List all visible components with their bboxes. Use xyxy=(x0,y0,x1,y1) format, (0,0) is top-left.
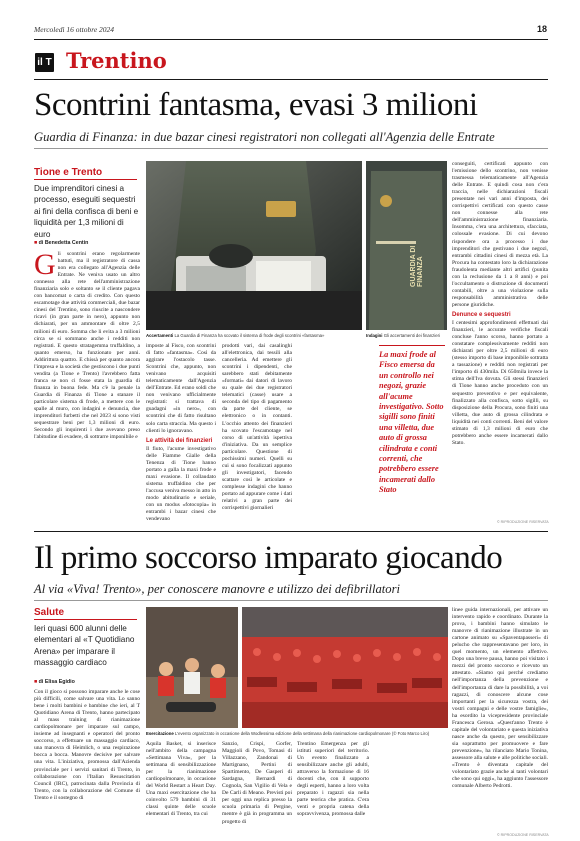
photo-illustration-4 xyxy=(242,607,448,728)
article1-col3-text: prodotti vari, dai casalinghi all'elettronica, dai tessili alla cancelleria. Ad emettere gli scontrini i dipendenti, che sarebbero stati debitamente «formati» dai datori di lavoro su quale dei due registratori telematici (casse) usare a seconda del tipo di pagamento da parte del cliente, se elettronico o in contanti. L'occhio attento dei finanzieri ha scovato l'escamotage nel corso di un'attività ispettiva d'iniziativa. Da un semplice particolare. Questione di pochissimi numeri. Quelli su cui si sono focalizzati appunto gli investigatori, facendo scattare così le articolate e complesse indagini che hanno portato ad appurare come i dati relativi a gran parte dei corrispettivi giornalieri xyxy=(222,343,292,512)
divider xyxy=(34,148,548,149)
article1-kicker: Tione e Trento xyxy=(34,167,103,178)
photo3-caption-label: Esercitazione xyxy=(146,731,174,736)
article1-byline xyxy=(34,240,88,246)
byline-marker: ■ xyxy=(34,240,39,246)
photo1-caption-label: Accertamenti xyxy=(146,333,174,338)
photo-illustration-3 xyxy=(146,607,238,728)
photo-arena-crowd xyxy=(242,607,448,728)
photo2-caption xyxy=(366,333,447,338)
photo-guardia-finanza-register xyxy=(146,161,362,330)
article2-column-4 xyxy=(297,741,369,831)
photo1-caption-text: La Guardia di Finanza ha scovato il sistema di frode degli scontrini «fantasma» xyxy=(174,333,325,338)
newspaper-logo: il T xyxy=(35,53,54,72)
divider-2 xyxy=(34,600,548,601)
article2-subheadline: Al via «Viva! Trento», per conoscere manovre e utilizzo dei defibrillatori xyxy=(34,582,400,596)
article1-subheadline: Guardia di Finanza: in due bazar cinesi registratori non collegati all'Agenzia delle Entrate xyxy=(34,130,495,144)
article2-credit: © RIPRODUZIONE RISERVATA xyxy=(497,833,549,837)
article1-column-3 xyxy=(222,343,292,523)
section-rule xyxy=(34,79,548,80)
article1-col4-text: conseguiti, certificati appunto con l'emissione dello scontrino, non venisse trasmessa telematicamente all'Agenzia delle Entrate. E quindi cosa non c'era traccia, nelle dichiarazioni fiscali presentate nei vari anni d'imposta, dei corrispettivi certificati con questo casse non connesse alla rete dell'amministrazione finanziaria. Insomma, c'era una architettura, sfacciata, colossale evasione. Di cui devono rispondere ora a processo i due imprenditori che gestivano i due negozi, entrambi cittadini cinesi di mezza età. La Procura ha contestato loro la dichiarazione fraudolenta mediante altri artifici (punita con la reclusione da 1 a 8 anni) e poi l'occultamento o distruzione di documenti contabili, oltre a una violazione sulla responsabilità amministrativa delle persone giuridiche. xyxy=(452,161,548,308)
photo-illustration-2 xyxy=(366,161,447,330)
section-title: Trentino xyxy=(66,48,167,73)
article2-column-3 xyxy=(222,741,292,831)
article2-col1-text: Con il gioco si possono imparare anche le cose più difficili, come salvare una vita. Lo sanno bene i molti bambini e bambine che ieri, al T Quotidiano Arena di Trento, hanno partecipato al mass training di rianimazione cardiopolmonare per imparare sul campo, insieme ad insegnanti e operatori del pronto soccorso, a effettuare un massaggio cardiaco, una manovra di Heimlich, o una respirazione bocca a bocca. Manovre decisive per salvare una vita. L'iniziativa, promossa dall'Azienda provinciale per i servizi sanitari di Trento, in collaborazione con l'Italian Resuscitation Council (IRC), patrocinata dalla Provincia di Trento, con la collaborazione del Comune di Trento e il sostegno di xyxy=(34,689,140,801)
article1-col4-heading: Denunce e sequestri xyxy=(452,311,511,318)
article1-lead: Due imprenditori cinesi a processo, eseguiti sequestri ai fini della confisca di beni e liquidità per 1,3 milioni di euro xyxy=(34,184,139,239)
article1-headline: Scontrini fantasma, evasi 3 milioni xyxy=(34,87,478,123)
article1-col1-text: li scontrini erano regolarmente battuti, ma il registratore di cassa non era collegato all'Agenzia delle Entrate. Ne veniva usato un altro connesso alla rete dell'amministrazione finanziaria solo e soltanto se il cliente pagava con bancomat o carta di credito. Con questo escamotage due attività commerciali, due bazar cinesi del Trentino, sono riuscite a nascondere ricavi (in gran parte in nero), appunto non dichiarati, per un ammontare di oltre 2,5 milioni di euro. Somma che li evita a 3 milioni circa se si sommano anche i redditi non registrati. E questo stratagemma truffaldino, a quanto emerso, ha funzionato per anni. Addirittura quattro. E chissà per quanto ancora l'impresa e la società che gestiscono i due punti vendita (a Tione e Trento) l'avrebbero fatta franca se non ci fosse stata la guardia di finanza in buona fede. Ma c'è la penale la Guardia di Finanza di Tione a stanare il particolare sistema di frode, a mettere con le spalle al muro, con indagini e denuncia, due imprenditori furbetti che nel 2023 si sono visti sequestrare beni per 1,3 milioni di euro. Secondo gli inquirenti i due avevano preso l'abitudine di evadere, di sottrarre imponibile e xyxy=(34,251,140,441)
kicker-rule xyxy=(34,179,137,180)
byline-text: di Benedetta Centin xyxy=(38,240,89,246)
article2-byline xyxy=(34,679,75,685)
article1-column-4 xyxy=(297,343,369,523)
article1-col2-heading: Le attività dei finanzieri xyxy=(146,437,213,444)
article1-column-1 xyxy=(34,251,140,528)
photo3-caption xyxy=(146,731,448,736)
byline-text-2: di Elisa Egidio xyxy=(38,679,75,685)
article1-column-2 xyxy=(146,343,216,523)
article2-col3-text: Sanzio, Crispi, Gorfer, Maggioli di Povo, Tomasi di Villazzano, Zandonai di Martignano, Pertini di Spartimento, De Gasperi di Sardagna, Bernardi di Cognola, San Vigilio di Vela e De Carli di Meano. Previsti poi per oggi una replica presso la scuola primaria di Pergine, mentre è già in programma un progetto di xyxy=(222,741,292,825)
dropcap: G xyxy=(34,251,56,281)
kicker-rule-2 xyxy=(34,619,137,620)
article2-column-2 xyxy=(146,741,216,831)
header-rule xyxy=(34,39,548,40)
article2-column-1 xyxy=(34,689,140,831)
article1-col2b-text: Il fiuto, l'acume investigativo delle Fiamme Gialle della Tenenza di Tione hanno portato a galla la maxi frode e maxi evasione. Il collaudato sistema truffaldino che per l'accusa veniva messo in atto in modo abitudinario e seriale, con un modus «fotocopia» in entrambi i bazar cinesi che vendevano xyxy=(146,445,216,523)
page-number: 18 xyxy=(537,24,548,34)
photo-children-training xyxy=(146,607,238,728)
article1-credit: © RIPRODUZIONE RISERVATA xyxy=(497,520,549,524)
article1-column-5 xyxy=(452,161,548,516)
page-date: Mercoledì 16 ottobre 2024 xyxy=(34,25,115,34)
article2-col2-text: Aquila Basket, si inserisce nell'ambito della campagna «Settimana Viva», per la settimana di sensibilizzazione per la rianimazione cardiopolmonare, in occasione del World Restart a Heart Day. Una maxi esercitazione che ha coinvolto 579 bambini di 31 classi quinte delle scuole elementari di Trento, tra cui xyxy=(146,741,216,818)
photo2-caption-text: Gli accertamenti dei finanzieri xyxy=(383,333,441,338)
pullquote-rule xyxy=(379,345,445,346)
article2-lead: Ieri quasi 600 alunni delle elementari al «T Quotidiano Arena» per imparare il massaggio cardiaco xyxy=(34,624,135,668)
article2-headline: Il primo soccorso imparato giocando xyxy=(34,540,503,576)
photo1-caption xyxy=(146,333,362,338)
pullquote: La maxi frode al Fisco emersa da un controllo nei negozi, grazie all'acume investigativo. Sotto sigilli sono finiti una villetta, due auto di grossa cilindrata e conti correnti, che potrebbero essere incamerati dallo Stato xyxy=(379,350,444,495)
photo-illustration xyxy=(146,161,362,330)
photo-finanzieri-uniform xyxy=(366,161,447,330)
article2-col4-text: Trentino Emergenza per gli istituti superiori del territorio. Un evento finalizzato a sensibilizzare anche gli adulti, attraverso la formazione di 16 docenti che, con il supporto degli esperti, hanno a loro volta preparato i ragazzi sia nella parte teorica che pratica. C'era venti e propria catena della sopravvivenza, promossa dalle xyxy=(297,741,369,818)
article2-kicker: Salute xyxy=(34,607,65,618)
uniform-lettering: GUARDIA DI FINANZA xyxy=(410,245,424,287)
article2-column-5 xyxy=(452,607,548,829)
photo2-caption-label: Indagini xyxy=(366,333,383,338)
photo3-caption-text: L'evento organizzato in occasione della Wodlessima edizione della settimana della rianimazione cardiopolmonare (© Foto Marco Liro) xyxy=(174,731,430,736)
byline-marker-2: ■ xyxy=(34,679,39,685)
article1-col4b-text: I centesimi approfondimenti effettuati dai finanzieri, le accurate verifiche fiscali concluse l'anno scorso, hanno portato a constatare complessivamente redditi non dichiarati per oltre 2,5 milioni di euro (stesso importo di base imponibile sottratta a tassazione) e redditi non registrati per l'importo di 430mila. Di 650mila invece la stima dell'Iva dovuta. Gli stessi finanzieri di Tione hanno anche proceduto con un sequestro preventivo e per equivalente, finalizzato alla confisca, sotto sigilli, su disposizione della Procura, sono finiti una villetta, due auto di grossa cilindrata e liquidità nei conti correnti. Beni del valore stimato di 1,3 milioni di euro che potrebbero anche essere incamerati dallo Stato. xyxy=(452,320,548,446)
article1-col2-text: imposte al Fisco, con scontrini di fatto «fantasma». Così da aggirare l'ostacolo tasse. Scontrini che, appunto, non venivano acquisiti telematicamente dall'Agenzia dell'Entrate. Ed erano soldi che non venivano ufficialmente registrati: si trattava di guadagni «in nero», con scontrini che di fatto risultano solo carta straccia. Ma questo i clienti lo ignoravano. xyxy=(146,343,216,434)
article2-col5-text: linee guida internazionali, per attivare un intervento rapido e coordinato. Durante la prova, i bambini hanno simulato le manovre di rianimazione illustrate in un cartone animato su «Spaventapasseri» di pelucho che rappresentavano per loro, in quel momento, un elemento affettivo. Dopo una breve pausa, hanno poi visitato i mezzi del pronto soccorso e ricevuto un attestato. «Siamo qui perché crediamo nell'importanza della prevenzione e dell'importanza di dare la possibilità, a voi ragazzi, di conoscere alcune cose importanti per la sicurezza vostra, dei vostri compagni e delle vostre famiglie», ha esordito la vicepresidente provinciale Francesca Gerosa. «Quest'anno Trento è capitale del volontariato e questa iniziativa nasce anche da questo, per sensibilizzare sia soprattutto per promuovere e fare prevenzione», ha rilanciato Mario Tonina, assessore alla salute e alle politiche sociali. «Trento è diventata capitale del volontariato grazie anche ai tanti volontari che sono qui oggi», ha aggiunto l'assessore comunale Alberto Pedrotti. xyxy=(452,607,548,790)
article2-top-rule xyxy=(34,531,548,532)
